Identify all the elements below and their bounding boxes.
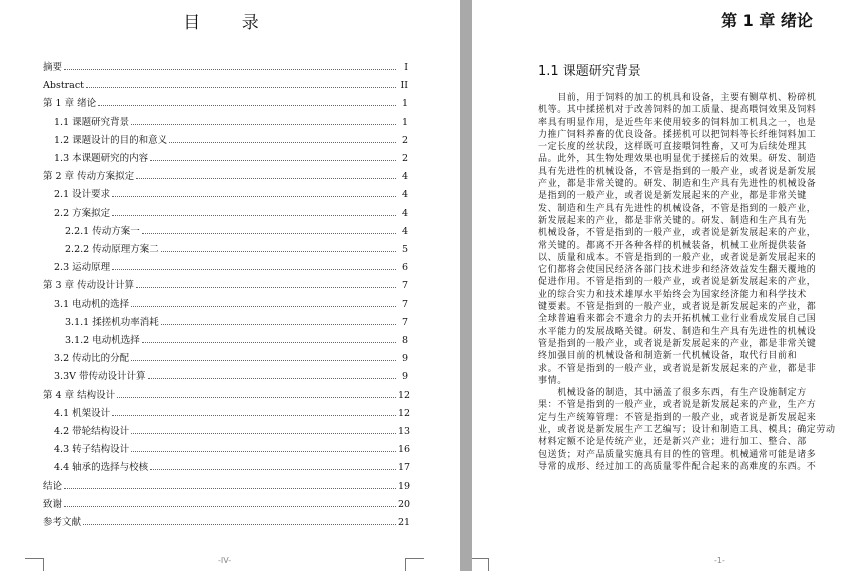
- toc-entry-page: 7: [401, 280, 408, 292]
- body-text-line: 全球普遍看来都会不遗余力的去开拓机械工业行业看成发展自己国: [538, 314, 817, 325]
- toc-entry-label: 第 3 章 传动设计计算: [43, 280, 135, 292]
- body-text-line: 水平能力的发展战略关键。研发、制造和生产具有先进性的机械设: [538, 326, 817, 337]
- toc-leader-dots: [86, 87, 396, 88]
- body-text-line: 一定长度的丝状段，这样既可直接喂饲牲畜，又可为后续处理其: [538, 142, 807, 153]
- toc-leader-dots: [169, 142, 396, 143]
- toc-entry-label: 2.2.2 传动原理方案二: [65, 244, 159, 255]
- toc-heading: 目 录: [183, 13, 277, 33]
- toc-leader-dots: [148, 378, 397, 379]
- toc-leader-dots: [161, 251, 396, 252]
- toc-entry[interactable]: [43, 168, 408, 182]
- toc-entry[interactable]: [43, 259, 408, 273]
- body-text-line: 业的综合实力和技术雄厚水平始终会为国家经济能力和科学技术: [538, 289, 807, 300]
- toc-leader-dots: [112, 269, 396, 270]
- chapter-title: 第 1 章 绪论: [721, 11, 813, 30]
- body-text-line: 机械设备的制造，其中涵盖了很多东西，有生产设施制定方: [538, 388, 807, 399]
- toc-entry[interactable]: [43, 205, 408, 219]
- toc-entry-page: 7: [401, 316, 408, 328]
- body-text-line: 定与生产统筹管理：不管是指到的一般产业，或者说是新发展起来: [538, 412, 817, 423]
- body-text-line: 键要素。不管是指到的一般产业，或者说是新发展起来的产业，都: [538, 302, 817, 313]
- toc-entry[interactable]: [43, 496, 411, 510]
- body-text-line: 事情。: [538, 375, 567, 386]
- body-text-line: 管是指到的一般产业，或者说是新发展起来的产业，都是非常关键: [538, 338, 817, 349]
- toc-entry[interactable]: [43, 277, 408, 291]
- page-corner-mark: [25, 558, 44, 571]
- toc-entry-page: 12: [398, 389, 411, 401]
- toc-entry-label: 第 1 章 绪论: [43, 98, 97, 110]
- toc-entry-label: 2.1 设计要求: [54, 189, 111, 201]
- body-text-line: 导常的成形、经过加工的高质量零件配合起来的高难度的东西。不: [538, 461, 817, 472]
- page-footer-number: -IV-: [218, 556, 232, 565]
- toc-entry-label: 4.3 转子结构设计: [54, 444, 130, 456]
- toc-entry-label: 3.2 传动比的分配: [54, 353, 130, 365]
- body-text-line: 包送货；对产品质量实施具有目的性的管理。机械通常可能是诸多: [538, 449, 817, 460]
- toc-entry-page: 4: [401, 189, 408, 201]
- toc-entry[interactable]: [43, 423, 411, 437]
- toc-entry-page: 8: [401, 335, 408, 346]
- toc-entry[interactable]: [43, 441, 411, 456]
- toc-leader-dots: [64, 488, 396, 489]
- toc-leader-dots: [131, 433, 396, 434]
- toc-entry-label: 1.3 本课题研究的内容: [54, 153, 149, 164]
- toc-entry[interactable]: [43, 405, 411, 419]
- toc-entry-label: 2.2 方案拟定: [54, 207, 111, 219]
- toc-leader-dots: [131, 451, 396, 452]
- body-text-line: 业，或者说是新发展生产工艺编写；设计和制造工具、模具；确定劳动: [538, 425, 836, 436]
- toc-entry-page: 5: [401, 244, 408, 255]
- body-text-line: 品。此外，其生物处理效果也明显优于揉搓后的效果。研发、制造: [538, 154, 817, 165]
- toc-leader-dots: [117, 397, 396, 398]
- toc-entry-page: 21: [398, 517, 411, 528]
- body-paragraphs: [538, 92, 862, 473]
- toc-entry[interactable]: [43, 314, 408, 328]
- toc-entry-label: 3.3V 带传动设计计算: [54, 371, 146, 383]
- body-text-line: 率具有明显作用，是近些年来使用较多的饲料加工机具之一，也是: [538, 117, 817, 128]
- toc-entry[interactable]: [43, 514, 411, 528]
- toc-entry[interactable]: [43, 296, 408, 310]
- body-text-line: 是指到的一般产业，或者说是新发展起来的产业，都是非常关键: [538, 191, 807, 202]
- toc-entry[interactable]: [43, 478, 411, 492]
- toc-entry-page: 17: [398, 462, 411, 474]
- toc-entry-label: 摘要: [43, 62, 63, 73]
- toc-entry-label: 参考文献: [43, 517, 82, 528]
- toc-entry[interactable]: [43, 77, 408, 91]
- toc-entry[interactable]: [43, 186, 408, 200]
- toc-entry[interactable]: [43, 95, 408, 109]
- toc-leader-dots: [131, 306, 396, 307]
- toc-entry-page: 20: [398, 498, 411, 510]
- toc-entry-page: 1: [401, 116, 408, 128]
- toc-entry-page: 6: [401, 262, 408, 274]
- toc-leader-dots: [64, 506, 396, 507]
- page-corner-mark: [405, 558, 424, 571]
- toc-entry-page: 7: [401, 298, 408, 310]
- toc-leader-dots: [131, 360, 396, 361]
- body-text-line: 常关键的。都离不开各种各样的机械装备，机械工业所提供装备: [538, 240, 807, 251]
- body-text-line: 机等。其中揉搓机对于改善饲料的加工质量、提高喂饲效果及饲料: [538, 105, 817, 116]
- body-text-line: 机械设备，不管是指到的一般产业，或者说是新发展起来的产业，: [538, 228, 817, 239]
- toc-entry-label: 第 2 章 传动方案拟定: [43, 171, 135, 183]
- body-text-line: 材料定额不论是传统产业，还是新兴产业；进行加工、整合、部: [538, 437, 807, 448]
- section-title: 1.1 课题研究背景: [538, 64, 641, 79]
- toc-entry[interactable]: [43, 59, 408, 73]
- body-text-line: 发、制造和生产具有先进性的机械设备，不管是指到的一般产业，: [538, 203, 817, 214]
- toc-entry-page: 13: [398, 426, 411, 437]
- toc-entry-page: 19: [398, 480, 411, 492]
- toc-entry-label: 1.2 课题设计的目的和意义: [54, 134, 168, 146]
- toc-entry[interactable]: [43, 368, 408, 382]
- body-text-line: 目前，用于饲料的加工的机具和设备，主要有铡草机、粉碎机: [538, 93, 817, 103]
- toc-entry[interactable]: [43, 150, 408, 164]
- body-text-line: 以、质量和成本。不管是指到的一般产业，或者说是新发展起来的: [538, 252, 817, 263]
- toc-leader-dots: [131, 124, 396, 125]
- toc-entry-label: 2.2.1 传动方案一: [65, 225, 140, 237]
- toc-leader-dots: [112, 215, 396, 216]
- toc-entry-page: 2: [401, 134, 408, 146]
- body-text-line: 果：不管是指到的一般产业，或者说是新发展起来的产业，生产方: [538, 400, 817, 411]
- page-footer-number: -1-: [714, 556, 725, 565]
- toc-entry-page: II: [400, 80, 408, 92]
- toc-entry-page: 4: [401, 207, 408, 219]
- toc-entry-label: Abstract: [43, 80, 84, 92]
- toc-leader-dots: [142, 233, 396, 234]
- toc-entry-label: 4.2 带轮结构设计: [54, 426, 130, 437]
- toc-entry-page: 9: [401, 353, 408, 365]
- toc-entry-label: 3.1.1 揉搓机功率消耗: [65, 316, 159, 328]
- toc-entry[interactable]: [43, 132, 408, 146]
- toc-leader-dots: [150, 469, 396, 470]
- body-text-line: 它们都将会使国民经济各部门技术进步和经济效益发生翻天覆地的: [538, 265, 817, 276]
- toc-entry-label: 4.1 机架设计: [54, 407, 111, 419]
- toc-leader-dots: [64, 69, 396, 70]
- body-text-line: 力推广饲料养畜的优良设备。揉搓机可以把饲料等长纤维饲料加工: [538, 129, 817, 140]
- toc-leader-dots: [142, 342, 396, 343]
- toc-entry-page: 4: [401, 225, 408, 237]
- toc-entry-label: 4.4 轴承的选择与校核: [54, 462, 149, 474]
- toc-leader-dots: [150, 160, 396, 161]
- toc-leader-dots: [98, 105, 396, 106]
- toc-entry[interactable]: [43, 332, 408, 346]
- toc-entry-label: 第 4 章 结构设计: [43, 389, 116, 401]
- toc-entry-label: 2.3 运动原理: [54, 262, 111, 274]
- body-text-line: 促进作用。不管是指到的一般产业，或者说是新发展起来的产业，: [538, 277, 817, 288]
- toc-entry-page: 4: [401, 171, 408, 183]
- toc-leader-dots: [83, 524, 396, 525]
- toc-entry-page: 16: [398, 444, 411, 456]
- body-text-line: 求。不管是指到的一般产业，或者说是新发展起来的产业，都是非: [538, 363, 817, 374]
- toc-entry-page: 2: [401, 153, 408, 164]
- toc-leader-dots: [136, 287, 396, 288]
- toc-entry[interactable]: [43, 459, 411, 474]
- toc-entry-page: I: [404, 62, 408, 73]
- toc-entry-label: 3.1 电动机的选择: [54, 298, 130, 310]
- toc-leader-dots: [112, 415, 396, 416]
- toc-entry-page: 9: [401, 371, 408, 383]
- body-text-line: 产业，都是非常关键的。研发、制造和生产具有先进性的机械设备: [538, 179, 817, 190]
- toc-leader-dots: [161, 324, 396, 325]
- page-corner-mark: [472, 558, 489, 571]
- toc-entry-label: 3.1.2 电动机选择: [65, 335, 140, 346]
- toc-entry[interactable]: [43, 350, 408, 364]
- toc-leader-dots: [112, 196, 396, 197]
- toc-entry[interactable]: [43, 387, 411, 401]
- toc-entry[interactable]: [43, 241, 408, 255]
- body-text-line: 终加强目前的机械设备和制造新一代机械设备，取代行目前和: [538, 351, 798, 362]
- toc-entry-label: 结论: [43, 480, 63, 492]
- body-text-line: 新发展起来的产业，都是非常关键的。研发、制造和生产具有先: [538, 215, 807, 226]
- toc-entry-label: 1.1 课题研究背景: [54, 116, 130, 128]
- chapter-page: [472, 0, 862, 571]
- toc-entry[interactable]: [43, 114, 408, 128]
- toc-entry[interactable]: [43, 223, 408, 237]
- toc-entry-label: 致谢: [43, 498, 63, 510]
- toc-leader-dots: [136, 178, 396, 179]
- toc-entry-page: 1: [401, 98, 408, 110]
- body-text-line: 具有先进性的机械设备，不管是指到的一般产业，或者说是新发展: [538, 166, 817, 177]
- toc-entry-page: 12: [398, 407, 411, 419]
